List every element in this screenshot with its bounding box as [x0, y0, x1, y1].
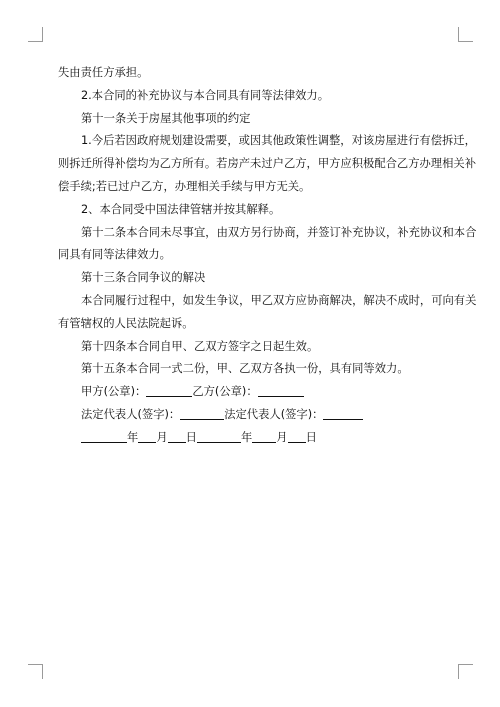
- year-a-label: 年: [127, 430, 139, 444]
- paragraph-line: 2、本合同受中国法律管辖并按其解释。: [81, 202, 281, 216]
- party-a-label: 甲方(公章)：: [81, 385, 147, 399]
- rep-a-label: 法定代表人(签字)：: [81, 407, 181, 421]
- paragraph-line: 失由责任方承担。: [58, 66, 149, 79]
- month-b-label: 月: [276, 430, 288, 444]
- paragraph-line: 则拆迁所得补偿均为乙方所有。若房产未过户乙方，甲方应积极配合乙方办理相关补: [58, 157, 476, 171]
- paragraph-line: 第十四条本合同自甲、乙双方签字之日起生效。: [81, 339, 319, 353]
- paragraph-line: 第十五条本合同一式二份，甲、乙双方各执一份，具有同等效力。: [81, 362, 409, 376]
- party-b-blank: [258, 384, 304, 397]
- day-b-label: 日: [305, 430, 317, 444]
- paragraph-line: 同具有同等法律效力。: [58, 248, 171, 262]
- year-a-blank: [81, 430, 127, 443]
- day-a-blank: [168, 430, 186, 443]
- day-b-blank: [288, 430, 306, 443]
- month-b-blank: [252, 430, 276, 443]
- party-b-label: 乙方(公章)：: [192, 385, 258, 399]
- year-b-blank: [197, 430, 241, 443]
- paragraph-line: 2.本合同的补充协议与本合同具有同等法律效力。: [81, 88, 330, 102]
- crop-mark-top-left: [28, 27, 43, 42]
- crop-mark-top-right: [458, 27, 473, 42]
- article-heading: 第十一条关于房屋其他事项的约定: [81, 111, 251, 125]
- signature-date-line: [58, 427, 442, 450]
- paragraph-line: 本合同履行过程中，如发生争议，甲乙双方应协商解决，解决不成时，可向有关: [81, 293, 477, 307]
- crop-mark-bottom-right: [458, 664, 473, 679]
- year-b-label: 年: [240, 430, 253, 444]
- paragraph-line: 第十二条本合同未尽事宜，由双方另行协商，并签订补充协议，补充协议和本合: [81, 225, 477, 239]
- crop-mark-bottom-left: [28, 664, 43, 679]
- day-a-label: 日: [185, 430, 197, 444]
- month-a-blank: [138, 430, 156, 443]
- article-heading: 第十三条合同争议的解决: [81, 271, 206, 285]
- paragraph-line: 1.今后若因政府规划建设需要，或因其他政策性调整，对该房屋进行有偿拆迁，: [81, 134, 476, 148]
- rep-b-label: 法定代表人(签字)：: [224, 407, 324, 421]
- signature-rep-line: [58, 404, 442, 427]
- rep-a-blank: [180, 407, 224, 420]
- contract-body: [58, 62, 477, 450]
- rep-b-blank: [323, 407, 363, 420]
- paragraph-line: 偿手续;若已过户乙方，办理相关手续与甲方无关。: [58, 179, 311, 193]
- signature-party-line: [58, 381, 442, 404]
- paragraph-line: 有管辖权的人民法院起诉。: [58, 316, 194, 330]
- party-a-blank: [146, 384, 192, 397]
- month-a-label: 月: [156, 430, 168, 444]
